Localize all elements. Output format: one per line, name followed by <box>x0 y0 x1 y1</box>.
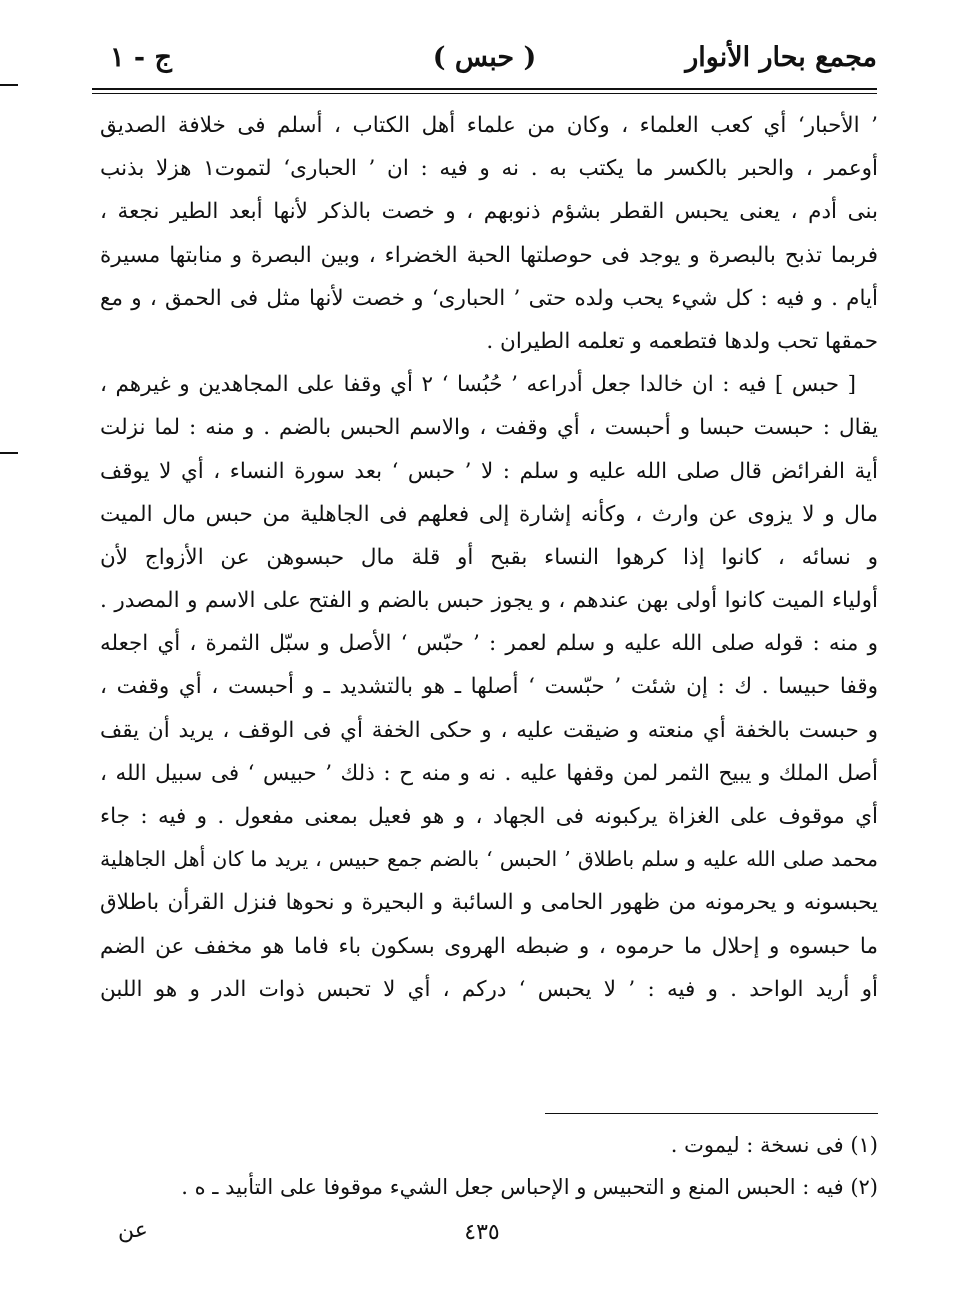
text-line: ’ الأحبار‘ أي كعب العلماء ، وكان من علماء أهل الكتاب ، أسلم فى خلافة الصديق <box>100 113 878 138</box>
margin-mark-middle <box>0 452 18 454</box>
text-line: و حبست بالخفة أي منعته و ضيقت عليه ، و حكى الخفة أي فى الوقف ، يريد أن يقف <box>100 717 878 743</box>
text-line: أي موقوف على الغزاة يركبونه فى الجهاد ، و هو فعيل بمعنى مفعول . و فيه : جاء <box>100 804 878 829</box>
text-line: و نسائه ، كانوا إذا كرهوا النساء بقبح أو قلة مال حبسوهن عن الأزواج لأن <box>100 544 878 570</box>
text-line: أصل الملك و يبيح الثمر لمن وقفها عليه . نه و منه ح : ذلك ’ حبيس ‘ فى سبيل الله ، <box>100 760 878 786</box>
text-line: أولياء الميت كانوا أولى بهن عندهم ، و يجوز حبس بالضم و الفتح على الاسم و المصدر . <box>100 588 878 614</box>
text-line: أو أريد الواحد . و فيه : ’ لا يحبس ‘ دركم ، أي لا تحبس ذوات الدر و هو اللبن <box>100 976 878 1002</box>
text-line: أوعمر ، والحبر بالكسر ما يكتب به . نه و فيه : ان ’ الحبارى‘ لتموت١ هزلا بذنب <box>100 156 878 182</box>
text-line: و منه : قوله صلى الله عليه و سلم لعمر : ’ حبّس ‘ الأصل و سبّل الثمرة ، أي اجعله <box>100 631 878 657</box>
text-line: أيام . و فيه : كل شيء يحب ولده حتى ’ الحبارى‘ و خصت لأنها مثل فى الحمق ، و مع <box>100 285 878 311</box>
text-line: فربما تذبح بالبصرة و يوجد فى حوصلتها الحبة الخضراء ، وبين البصرة و منابتها مسيرة <box>100 242 878 268</box>
footnote-2: (٢) فيه : الحبس المنع و التحبيس و الإحباس جعل الشيء موقوفا على التأبيد ـ ه . <box>181 1175 878 1199</box>
text-line: يقال : حبست حبسا و أحبست ، أي وقفت ، والاسم الحبس بالضم . و منه : لما نزلت <box>100 415 878 441</box>
text-line: بنى أدم ، يعنى يحبس القطر بشؤم ذنوبهم ، و خصت بالذكر لأنها أبعد الطير نجعة ، <box>100 199 878 225</box>
footnote-divider <box>545 1113 878 1114</box>
footnote-1: (١) فى نسخة : ليموت . <box>670 1133 878 1157</box>
running-header <box>92 38 877 84</box>
main-text <box>100 104 878 1011</box>
catchword: عن <box>118 1218 148 1243</box>
text-line: محمد صلى الله عليه و سلم باطلاق ’ الحبس ‘ بالضم جمع حبيس ، يريد ما كان أهل الجاهلية <box>100 847 878 872</box>
text-line: وقفا حبيسا . ك : إن شئت ’ حبّست ‘ أصلها ـ هو بالتشديد ـ و أحبست ، أي وقفت ، <box>100 674 878 700</box>
volume-number: ج - ١ <box>110 42 172 73</box>
text-line: أية الفرائض قال صلى الله عليه و سلم : لا ’ حبس ‘ بعد سورة النساء ، أي لا يوقف <box>100 458 878 484</box>
header-divider <box>92 88 877 94</box>
text-line: مال و لا يزوى عن وارث ، وكأنه إشارة إلى فعلهم فى الجاهلية من حبس مال الميت <box>100 501 878 527</box>
footnotes <box>100 1124 878 1208</box>
text-line-entry-start: [ حبس ] فيه : ان خالدا جعل أدراعه ’ حُبُسا ‘ ٢ أي وقفا على المجاهدين و غيرهم ، <box>100 372 856 398</box>
book-title: مجمع بحار الأنوار <box>685 42 877 73</box>
margin-mark-top <box>0 84 18 86</box>
text-line: حمقها تحب ولدها فتطعمه و تعلمه الطيران . <box>486 328 878 354</box>
entry-word: ( حبس ) <box>432 42 537 73</box>
page-number: ٤٣٥ <box>464 1220 500 1245</box>
text-line: ما حبسوه و إحلال ما حرموه ، و ضبطه الهروى بسكون باء فاما هو مخفف عن الضم <box>100 933 878 959</box>
text-line: يحبسونه و يحرمونه من ظهور الحامى و السائبة و البحيرة و نحوها فنزل القرأن باطلاق <box>100 890 878 916</box>
